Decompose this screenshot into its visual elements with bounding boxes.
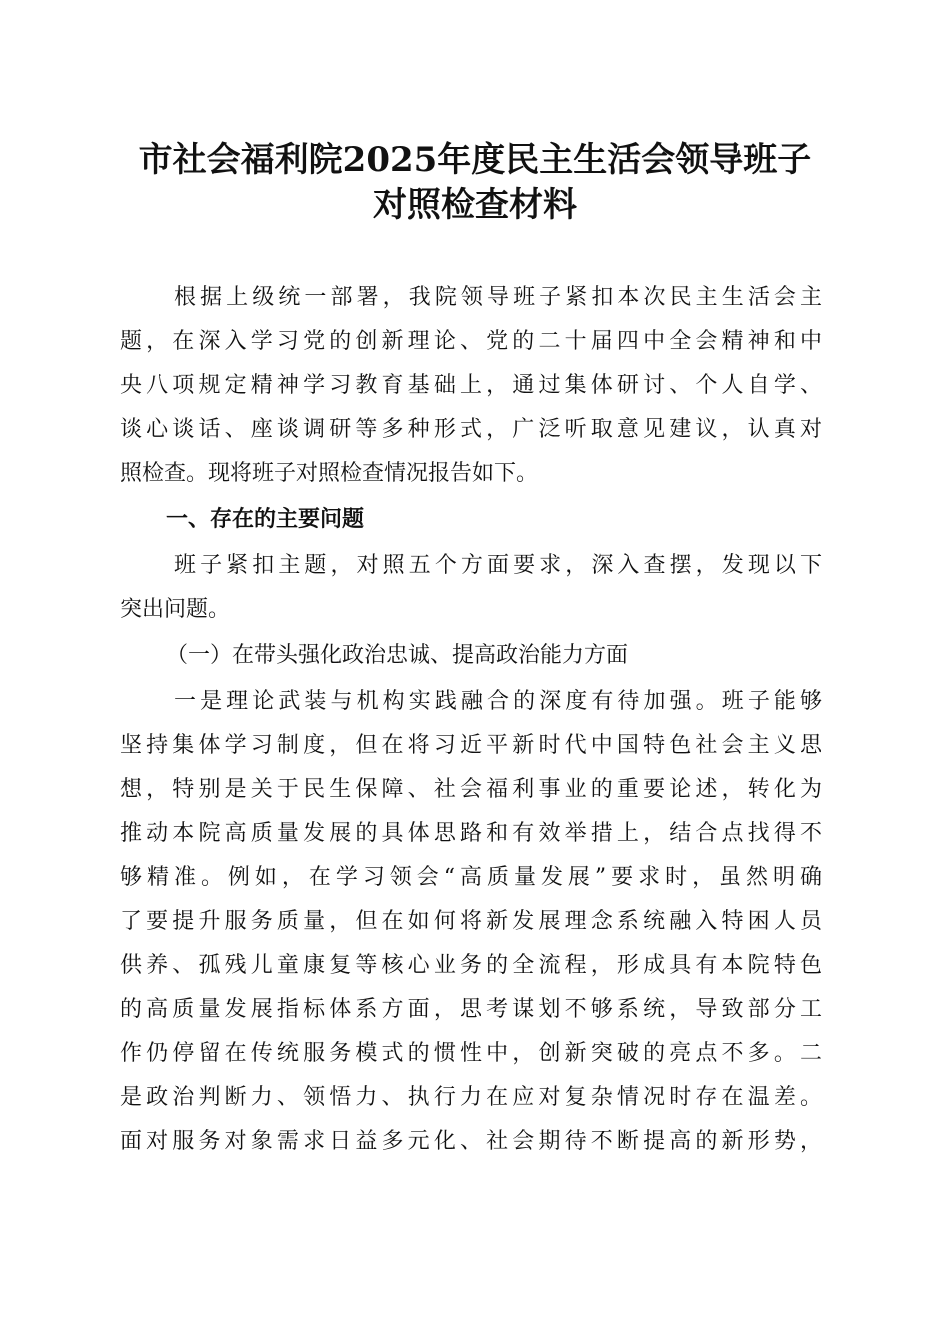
document-title-line-2: 对照检查材料 [373, 185, 577, 225]
text-line: 想，特别是关于民生保障、社会福利事业的重要论述，转化为 [120, 777, 822, 802]
text-line: 坚持集体学习制度，但在将习近平新时代中国特色社会主义思 [120, 733, 822, 758]
text-line: 照检查。现将班子对照检查情况报告如下。 [120, 461, 539, 486]
text-line: 央八项规定精神学习教育基础上，通过集体研讨、个人自学、 [120, 373, 822, 398]
text-line: 够精准。例如，在学习领会“高质量发展”要求时，虽然明确 [120, 865, 822, 890]
text-line: 突出问题。 [120, 597, 231, 622]
text-line: 谈心谈话、座谈调研等多种形式，广泛听取意见建议，认真对 [120, 417, 822, 442]
intro-paragraph [120, 276, 822, 496]
text-line: 了要提升服务质量，但在如何将新发展理念系统融入特困人员 [120, 909, 822, 934]
section-heading: 一、存在的主要问题 [166, 507, 365, 532]
text-line: 题，在深入学习党的创新理论、党的二十届四中全会精神和中 [120, 329, 822, 354]
body-paragraph [120, 680, 822, 1164]
text-line: 的高质量发展指标体系方面，思考谋划不够系统，导致部分工 [120, 997, 822, 1022]
section-intro-paragraph [120, 544, 822, 632]
text-line: 面对服务对象需求日益多元化、社会期待不断提高的新形势， [120, 1129, 822, 1154]
document-body [120, 276, 822, 1164]
text-line: 是政治判断力、领悟力、执行力在应对复杂情况时存在温差。 [120, 1085, 822, 1110]
text-line: 作仍停留在传统服务模式的惯性中，创新突破的亮点不多。二 [120, 1041, 822, 1066]
text-line: 推动本院高质量发展的具体思路和有效举措上，结合点找得不 [120, 821, 822, 846]
text-line: 班子紧扣主题，对照五个方面要求，深入查摆，发现以下 [174, 553, 822, 578]
text-line: 一是理论武装与机构实践融合的深度有待加强。班子能够 [174, 689, 822, 714]
text-line: 供养、孤残儿童康复等核心业务的全流程，形成具有本院特色 [120, 953, 822, 978]
text-line: 根据上级统一部署，我院领导班子紧扣本次民主生活会主 [174, 285, 822, 310]
document-title-line-1: 市社会福利院2025年度民主生活会领导班子 [138, 140, 812, 180]
subsection-heading: （一）在带头强化政治忠诚、提高政治能力方面 [166, 643, 629, 668]
